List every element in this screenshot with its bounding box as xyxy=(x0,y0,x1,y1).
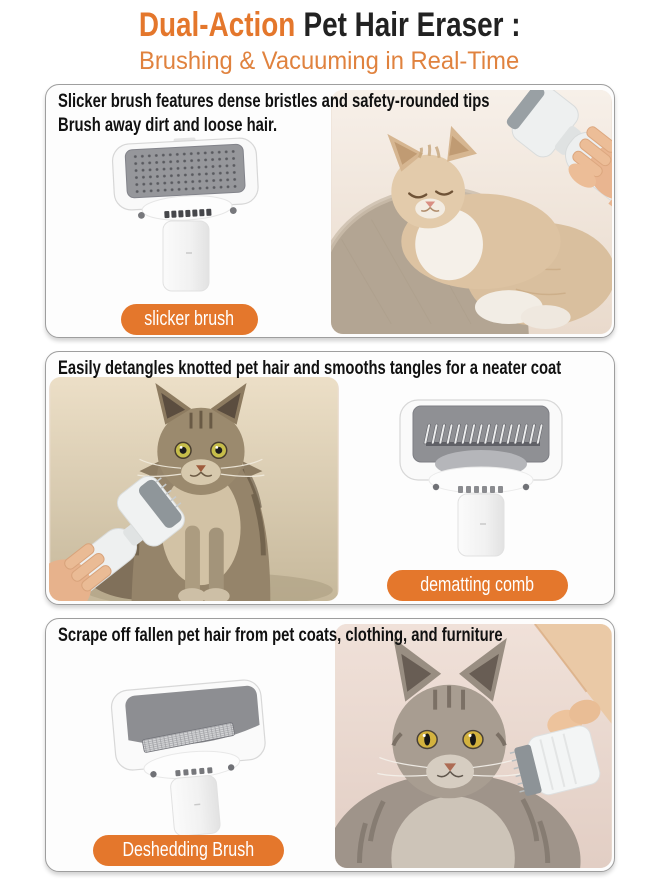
dematting-comb-illustration xyxy=(396,398,566,558)
feature-card-slicker-brush xyxy=(45,84,615,338)
card1-heading xyxy=(58,90,490,138)
feature-card-dematting-comb xyxy=(45,351,615,605)
page-subtitle: Brushing & Vacuuming in Real-Time xyxy=(139,47,520,75)
page-header xyxy=(0,5,659,76)
card1-heading-line2: Brush away dirt and loose hair. xyxy=(58,115,278,136)
deshedding-brush-product-image xyxy=(102,673,277,838)
card2-heading-line1: Easily detangles knotted pet hair and smooths tangles for a neater coat xyxy=(58,358,562,379)
card3-heading-line1: Scrape off fallen pet hair from pet coats, clothing, and furniture xyxy=(58,625,503,646)
slicker-brush-badge: slicker brush xyxy=(121,304,258,335)
card1-heading-line1: Slicker brush features dense bristles and safety-rounded tips xyxy=(58,91,490,112)
title-highlight: Dual-Action xyxy=(138,6,296,44)
slicker-brush-illustration xyxy=(106,137,266,295)
deshedding-brush-badge: Deshedding Brush xyxy=(93,835,284,866)
deshedding-brush-illustration xyxy=(102,673,277,838)
dematting-comb-product-image xyxy=(396,398,566,558)
page-title xyxy=(0,5,659,45)
card3-photo-gray-cat xyxy=(335,624,612,868)
title-rest: Pet Hair Eraser : xyxy=(303,6,521,44)
gray-cat-image xyxy=(335,624,612,868)
slicker-brush-product-image xyxy=(106,137,266,295)
dematting-comb-badge: dematting comb xyxy=(387,570,568,601)
card2-photo-fluffy-cat xyxy=(49,377,339,601)
feature-card-deshedding-brush xyxy=(45,618,615,872)
card3-heading xyxy=(58,624,503,648)
card2-heading xyxy=(58,357,561,381)
fluffy-cat-image xyxy=(49,377,339,601)
